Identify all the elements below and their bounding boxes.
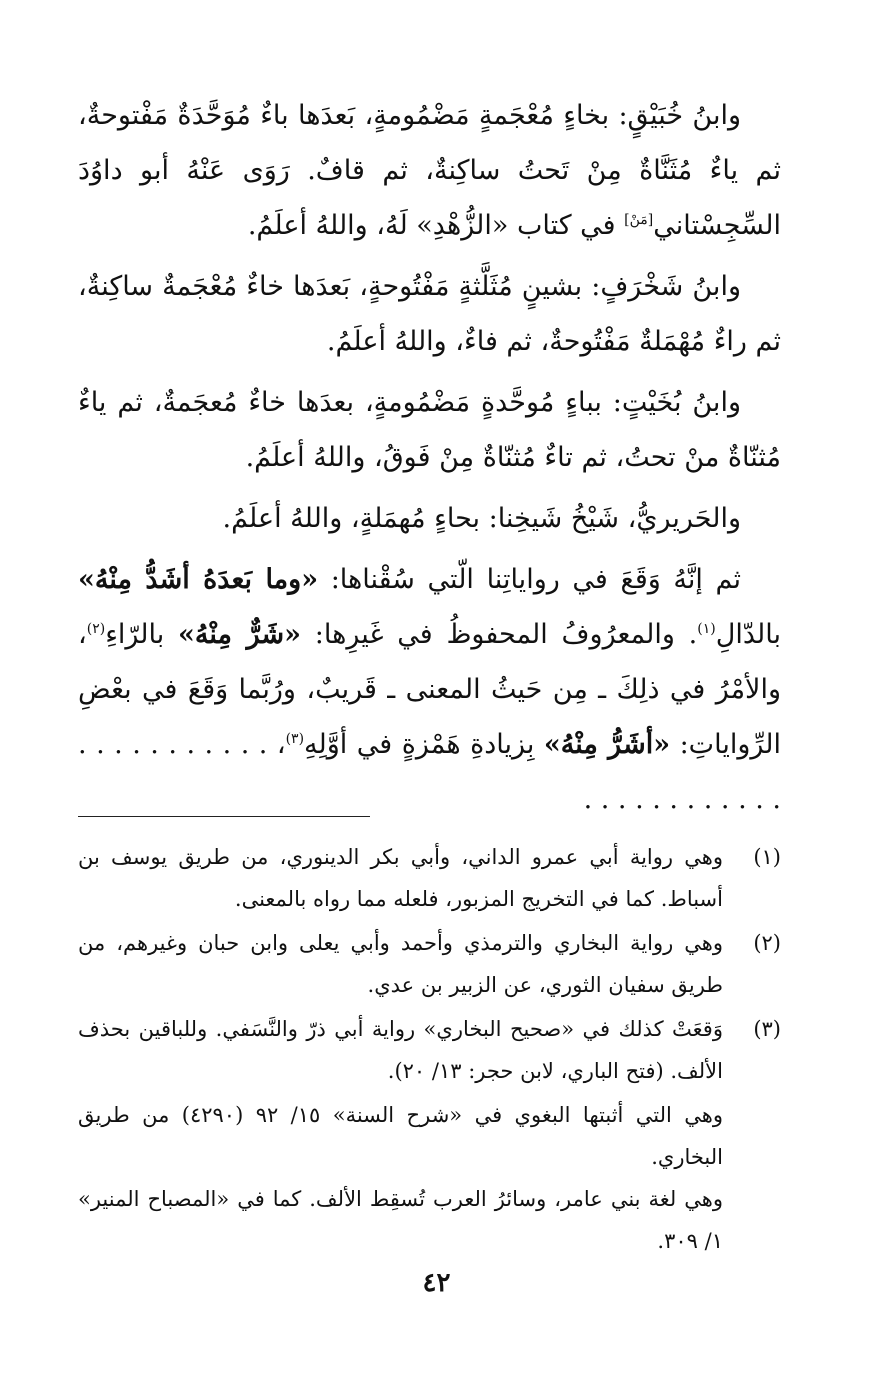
paragraph-text-end: في كتاب «الزُّهْدِ» لَهُ، واللهُ أعلَمُ. <box>247 210 625 241</box>
main-text <box>78 88 781 833</box>
paragraph-text: ثم إنَّهُ وَقَعَ في رواياتِنا الّتي سُقْناها: <box>318 564 742 595</box>
paragraph-text: بِزيادةِ هَمْزةٍ في أوَّلِهِ <box>304 729 544 760</box>
footnote-2 <box>78 922 781 1006</box>
footnote-1 <box>78 836 781 920</box>
paragraph-bukhayt <box>78 375 781 485</box>
footnote-text: وهي رواية أبي عمرو الداني، وأبي بكر الدينوري، من طريق يوسف بن أسباط. كما في التخريج المزبور، فلعله مما رواه بالمعنى. <box>78 845 723 911</box>
footnote-ref-3: (٣) <box>285 731 305 747</box>
paragraph-text: ، والأمْرُ في ذلِكَ ـ مِن حَيثُ المعنى ـ قَريبٌ، ورُبَّما وَقَعَ في بعْضِ الرِّواياتِ: <box>78 619 781 760</box>
footnote-3 <box>78 1008 781 1092</box>
footnote-text: وهي رواية البخاري والترمذي وأحمد وأبي يعلى وابن حبان وغيرهم، من طريق سفيان الثوري، عن الزبير بن عدي. <box>78 931 723 997</box>
paragraph-khubayq <box>78 88 781 253</box>
footnote-3-continuation-1: وهي التي أثبتها البغوي في «شرح السنة» ١٥/ ٩٢ (٤٢٩٠) من طريق البخاري. <box>78 1103 723 1169</box>
editor-mark: [مَنْ] <box>624 212 654 228</box>
paragraph-text: بالدّالِ <box>715 619 781 650</box>
footnote-number: (٣) <box>753 1017 781 1041</box>
footnote-text: وَقعَتْ كذلك في «صحيح البخاري» رواية أبي ذرّ والنَّسَفي. وللباقين بحذف الألف. (فتح الباري، لابن حجر: ١٣/ ٢٠). <box>78 1017 723 1083</box>
footnote-number: (١) <box>753 845 781 869</box>
footnotes <box>78 836 781 1262</box>
footnote-ref-2: (٢) <box>86 621 106 637</box>
footnote-separator <box>78 816 370 817</box>
paragraph-riwayat <box>78 552 781 827</box>
paragraph-text: والحَريريُّ، شَيْخُ شَيخِنا: بحاءٍ مُهمَلةٍ، واللهُ أعلَمُ. <box>222 503 741 534</box>
paragraph-text: بالرّاءِ <box>105 619 179 650</box>
footnote-3-continuation-2: وهي لغة بني عامر، وسائرُ العرب تُسقِط الألف. كما في «المصباح المنير» ١/ ٣٠٩. <box>78 1187 723 1253</box>
footnote-ref-1: (١) <box>697 621 716 637</box>
paragraph-text: وابنُ شَخْرَفٍ: بشينٍ مُثَلَّثةٍ مَفْتُوحةٍ، بَعدَها خاءٌ مُعْجَمةٌ ساكِنةٌ، ثم راءٌ مُهْمَلةٌ مَفْتُوحةٌ، ثم فاءٌ، واللهُ أعلَمُ. <box>78 271 781 357</box>
paragraph-text-dots: ، . . . . . . . . . . . . . . . . . . . . . . . <box>78 729 781 815</box>
paragraph-text: وابنُ خُبَيْقٍ: بخاءٍ مُعْجَمةٍ مَضْمُومةٍ، بَعدَها باءٌ مُوَحَّدَةٌ مَفْتوحةٌ، ثم ياءٌ مُثَنَّاةٌ مِنْ تَحتُ ساكِنةٌ، ثم قافٌ. رَوَى عَنْهُ أبو داوُدَ السِّجِسْتاني <box>78 100 781 241</box>
quote-sharr: «شَرٌّ مِنْهُ» <box>178 619 301 650</box>
paragraph-text: وابنُ بُخَيْتٍ: بباءٍ مُوحَّدةٍ مَضْمُومةٍ، بعدَها خاءٌ مُعجَمةٌ، ثم ياءٌ مُثنّاةٌ منْ تحتُ، ثم تاءٌ مُثنّاةٌ مِنْ فَوقُ، واللهُ أعلَمُ. <box>78 387 781 473</box>
footnote-number: (٢) <box>753 931 781 955</box>
paragraph-text: . والمعرُوفُ المحفوظُ في غَيرِها: <box>300 619 698 650</box>
paragraph-shakhraf <box>78 259 781 369</box>
quote-ashadd: «وما بَعدَهُ أشَدُّ مِنْهُ» <box>78 564 319 595</box>
quote-asharr: «أشَرُّ مِنْهُ» <box>543 729 671 760</box>
page-number: ٤٢ <box>422 1268 451 1298</box>
paragraph-hariri <box>78 491 781 546</box>
